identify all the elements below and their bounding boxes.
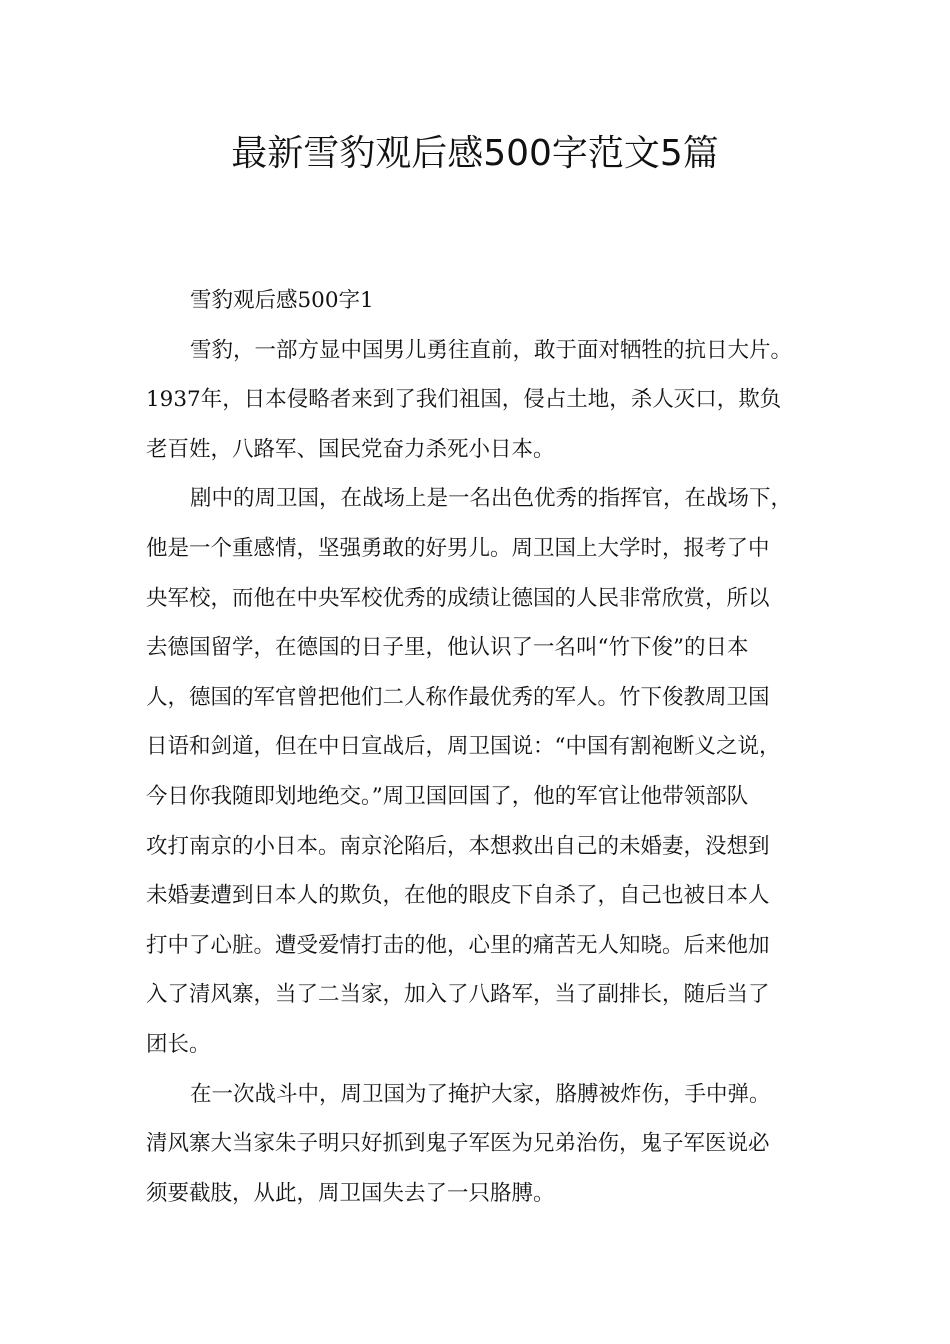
paragraph-line: 今日你我随即划地绝交。”周卫国回国了，他的军官让他带领部队	[146, 783, 749, 809]
paragraph-line: 在一次战斗中，周卫国为了掩护大家，胳膊被炸伤，手中弹。	[190, 1081, 771, 1107]
paragraph-line: 打中了心脏。遭受爱情打击的他，心里的痛苦无人知晓。后来他加	[146, 932, 770, 958]
paragraph-line: 央军校，而他在中央军校优秀的成绩让德国的人民非常欣赏，所以	[146, 585, 770, 611]
document-title: 最新雪豹观后感500字范文5篇	[231, 133, 719, 174]
paragraph-line: 清风寨大当家朱子明只好抓到鬼子军医为兄弟治伤，鬼子军医说必	[146, 1131, 770, 1157]
paragraph-line: 老百姓，八路军、国民党奋力杀死小日本。	[146, 436, 555, 462]
paragraph-line: 去德国留学，在德国的日子里，他认识了一名叫“竹下俊”的日本	[146, 635, 749, 661]
paragraph-line: 攻打南京的小日本。南京沦陷后，本想救出自己的未婚妻，没想到	[146, 833, 770, 859]
paragraph-line: 未婚妻遭到日本人的欺负，在他的眼皮下自杀了，自己也被日本人	[146, 883, 770, 909]
paragraph-line: 人，德国的军官曾把他们二人称作最优秀的军人。竹下俊教周卫国	[146, 684, 770, 710]
paragraph-line: 入了清风寨，当了二当家，加入了八路军，当了副排长，随后当了	[146, 982, 770, 1008]
paragraph-line: 1937年，日本侵略者来到了我们祖国，侵占土地，杀人灭口，欺负	[146, 387, 782, 413]
paragraph-line: 他是一个重感情，坚强勇敢的好男儿。周卫国上大学时，报考了中	[146, 535, 770, 561]
paragraph-line: 日语和剑道，但在中日宣战后，周卫国说：“中国有割袍断义之说，	[146, 734, 781, 760]
paragraph-line: 雪豹，一部方显中国男儿勇往直前，敢于面对牺牲的抗日大片。	[190, 337, 793, 363]
paragraph-line: 剧中的周卫国，在战场上是一名出色优秀的指挥官，在战场下，	[190, 486, 793, 512]
paragraph-line: 团长。	[146, 1031, 211, 1057]
document-body	[146, 276, 836, 1218]
section-heading: 雪豹观后感500字1	[190, 288, 374, 313]
paragraph-line: 须要截肢，从此，周卫国失去了一只胳膊。	[146, 1180, 555, 1206]
